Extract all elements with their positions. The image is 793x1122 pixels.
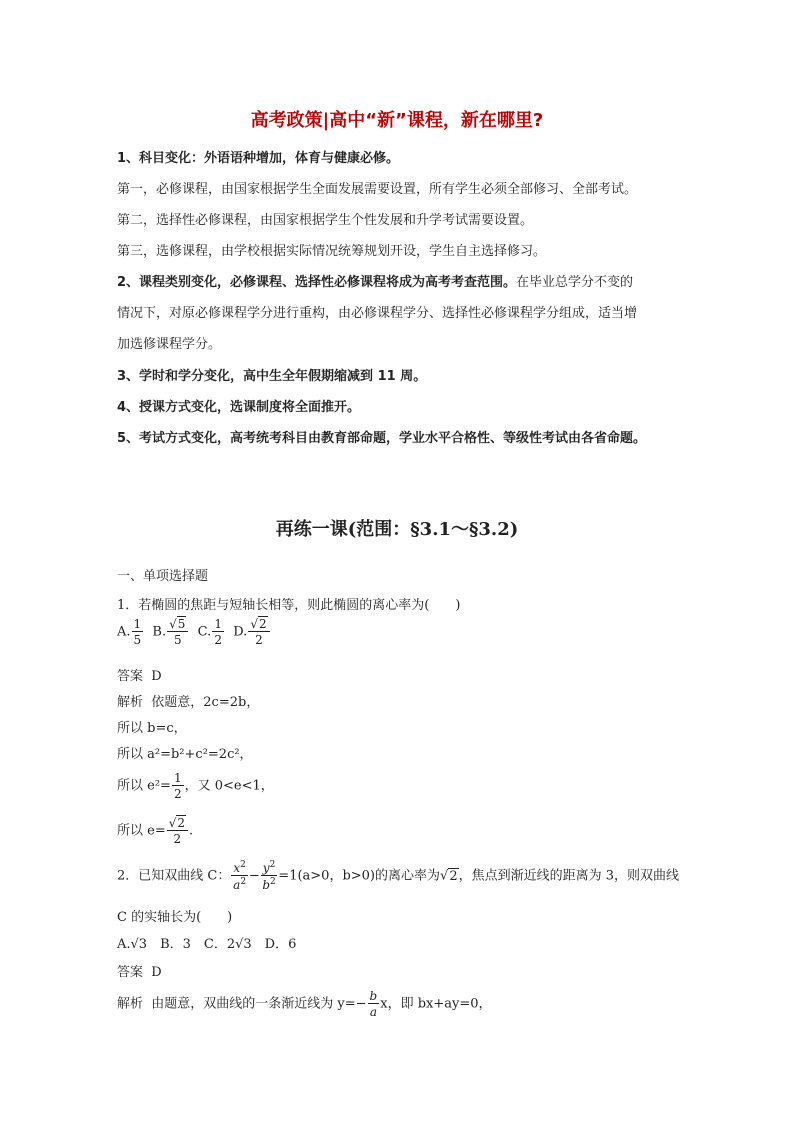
- practice-title: 再练一课(范围：§3.1～§3.2): [275, 519, 519, 540]
- policy-item-5: 5、考试方式变化，高考统考科目由教育部命题，学业水平合格性、等级性考试由各省命题。: [117, 431, 647, 446]
- question-2-stem: 2．已知双曲线 C： $\frac{x^2}{a^2}$ − $\frac{y^2}{b^2}$ =1(a>0，b>0)的离心率为√2，焦点到渐近线的距离为 3，则双曲线: [117, 860, 679, 892]
- policy-text-4: 情况下，对原必修课程学分进行重构，由必修课程学分、选择性必修课程学分组成，适当增: [117, 306, 638, 321]
- frac-y2-b2: $\frac{y^2}{b^2}$: [262, 860, 276, 892]
- policy-text-3: 第三，选修课程，由学校根据实际情况统筹规划开设，学生自主选择修习。: [117, 244, 547, 259]
- policy-text-2: 第二，选择性必修课程，由国家根据学生个性发展和升学考试需要设置。: [117, 213, 534, 228]
- frac-sqrt5-5: $\frac{√5}{5}$: [167, 618, 188, 646]
- policy-title: 高考政策|高中“新”课程，新在哪里?: [250, 110, 544, 131]
- analysis-label: 解析: [117, 996, 144, 1012]
- policy-text-5: 加选修课程学分。: [117, 337, 222, 352]
- frac-sqrt2-2: $\frac{√2}{2}$: [248, 618, 269, 646]
- question-1-options: A. $\frac{1}{5}$ B. $\frac{√5}{5}$ C. $\frac{1}{2}$ D. $\frac{√2}{2}$: [117, 618, 271, 646]
- policy-item-2: [117, 271, 633, 290]
- policy-text-1: 第一，必修课程，由国家根据学生全面发展需要设置，所有学生必须全部修习、全部考试。: [117, 182, 638, 197]
- frac-1-2: $\frac{1}{2}$: [173, 771, 182, 801]
- question-1-analysis: [117, 691, 259, 710]
- frac-x2-a2: $\frac{x^2}{a^2}$: [233, 860, 247, 892]
- frac-1-5: $\frac{1}{5}$: [133, 617, 142, 647]
- analysis-step-4: 所以 e²= $\frac{1}{2}$ ，又 0<e<1，: [117, 771, 274, 801]
- analysis-step-5: 所以 e= $\frac{√2}{2}$ .: [117, 816, 194, 846]
- answer-value: D: [151, 965, 162, 980]
- question-2-options: A.√3 B．3 C．2√3 D．6: [117, 937, 297, 952]
- policy-item-4: 4、授课方式变化，选课制度将全面推开。: [117, 400, 361, 415]
- question-2-analysis: 解析 由题意，双曲线的一条渐近线为 y=− $\frac{b}{a}$ x，即 bx+ay=0，: [117, 989, 492, 1019]
- analysis-step-3: 所以 a²=b²+c²=2c²，: [117, 747, 253, 762]
- section-heading: 一、单项选择题: [117, 569, 209, 584]
- policy-item-2-rest: 在毕业总学分不变的: [516, 275, 634, 290]
- answer-label: 答案: [117, 669, 144, 684]
- analysis-label: 解析: [117, 695, 144, 710]
- analysis-step-2: 所以 b=c，: [117, 721, 187, 736]
- question-2-answer: [117, 961, 162, 980]
- question-1-answer: [117, 665, 162, 684]
- policy-item-1: 1、科目变化：外语语种增加，体育与健康必修。: [117, 151, 400, 166]
- analysis-step-1: 依题意，2c=2b，: [151, 695, 260, 710]
- policy-item-2-bold: 2、课程类别变化，必修课程、选择性必修课程将成为高考考查范围。: [117, 275, 517, 290]
- question-1-stem: 1．若椭圆的焦距与短轴长相等，则此椭圆的离心率为( ): [117, 598, 461, 613]
- question-2-stem-line2: C 的实轴长为( ): [117, 910, 233, 925]
- answer-value: D: [151, 669, 162, 684]
- frac-1-2: $\frac{1}{2}$: [214, 617, 222, 647]
- frac-sqrt2-2: $\frac{√2}{2}$: [167, 817, 188, 845]
- policy-item-3: 3、学时和学分变化，高中生全年假期缩减到 11 周。: [117, 369, 427, 384]
- answer-label: 答案: [117, 965, 144, 980]
- frac-b-a: $\frac{b}{a}$: [369, 989, 378, 1019]
